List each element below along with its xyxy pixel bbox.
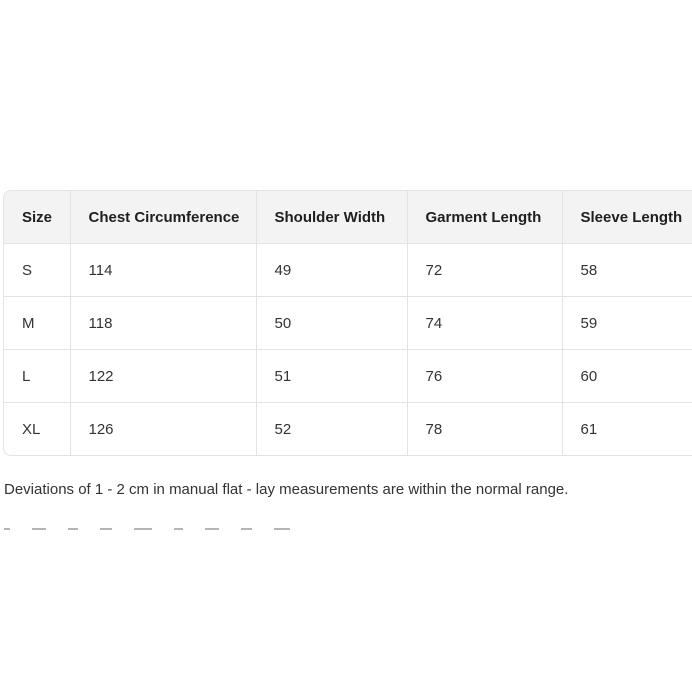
header-shoulder-width: Shoulder Width (256, 191, 407, 244)
cell-shoulder: 52 (256, 403, 407, 456)
cell-chest: 122 (70, 350, 256, 403)
cell-garment-length: 72 (407, 244, 562, 297)
table-row (4, 350, 692, 403)
cell-chest: 114 (70, 244, 256, 297)
cell-sleeve-length: 58 (562, 244, 692, 297)
header-garment-length: Garment Length (407, 191, 562, 244)
table-header-row (4, 191, 692, 244)
cell-garment-length: 74 (407, 297, 562, 350)
measurement-note: Deviations of 1 - 2 cm in manual flat - lay measurements are within the normal range. (4, 481, 569, 498)
size-chart-table (3, 190, 692, 456)
table-row (4, 297, 692, 350)
table-row (4, 403, 692, 456)
cell-size: L (4, 350, 70, 403)
cell-shoulder: 50 (256, 297, 407, 350)
cell-sleeve-length: 59 (562, 297, 692, 350)
cell-garment-length: 78 (407, 403, 562, 456)
table-row (4, 244, 692, 297)
cropped-text-line (4, 528, 384, 538)
cell-size: XL (4, 403, 70, 456)
cell-sleeve-length: 60 (562, 350, 692, 403)
cell-size: M (4, 297, 70, 350)
cell-sleeve-length: 61 (580, 420, 598, 438)
header-sleeve-length: Sleeve Length (562, 191, 692, 244)
cell-chest: 126 (70, 403, 256, 456)
header-chest-circumference: Chest Circumference (70, 191, 256, 244)
cell-shoulder: 49 (256, 244, 407, 297)
cell-garment-length: 76 (407, 350, 562, 403)
header-size: Size (4, 191, 70, 244)
cell-chest: 118 (70, 297, 256, 350)
cell-shoulder: 51 (256, 350, 407, 403)
cell-size: S (4, 244, 70, 297)
